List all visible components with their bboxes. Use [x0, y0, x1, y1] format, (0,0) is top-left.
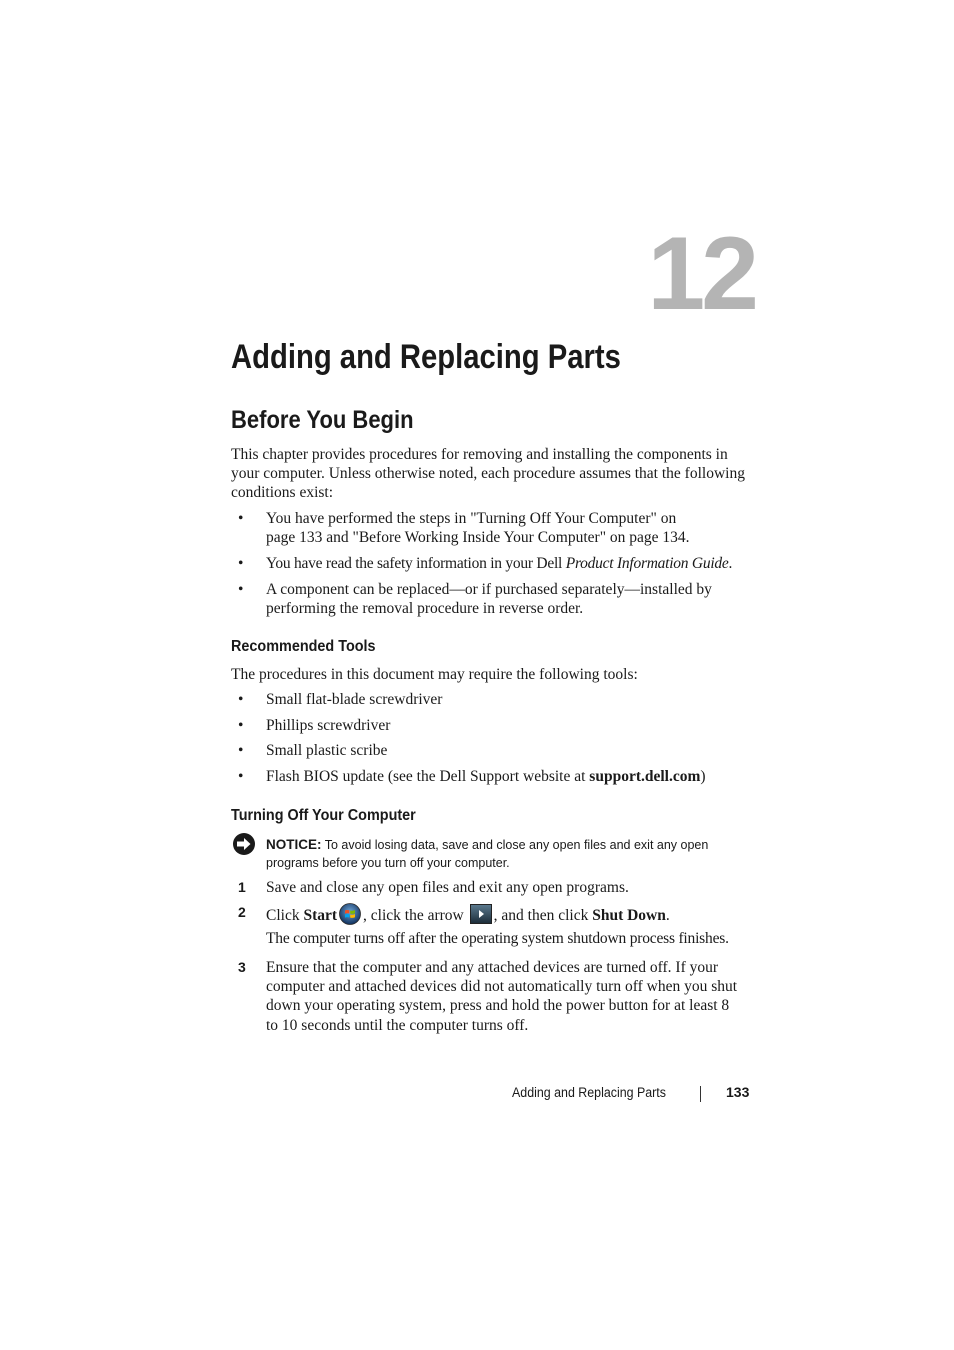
footer-chapter-label: Adding and Replacing Parts: [512, 1085, 666, 1100]
footer-divider: [700, 1086, 701, 1102]
step-number: 1: [238, 879, 246, 895]
list-item: [238, 741, 753, 760]
subsection-title-turnoff: Turning Off Your Computer: [231, 807, 416, 824]
list-item-text: Small flat-blade screwdriver: [266, 691, 443, 708]
section-intro: This chapter provides procedures for removing and installing the components in your computer. Unless otherwise noted, each procedure assumes that the following conditions exist:: [231, 446, 745, 502]
chapter-title: Adding and Replacing Parts: [231, 338, 621, 376]
support-link[interactable]: support.dell.com: [589, 768, 701, 785]
notice-text: To avoid losing data, save and close any open files and exit any open programs before you turn off your computer.: [266, 838, 709, 870]
step-item: [238, 903, 753, 925]
arrow-icon: [470, 904, 492, 924]
bullet: •: [238, 510, 244, 527]
step-number: 2: [238, 904, 246, 920]
step-text: Ensure that the computer and any attached devices are turned off. If your computer and attached devices did not automatically turn off when you shut down your operating system, press and hold the power button for at least 8 to 10 seconds until the computer turns off.: [266, 959, 738, 1034]
list-item-text: You have performed the steps in "Turning Off Your Computer" on page 133 and "Before Working Inside Your Computer" on page 134.: [266, 510, 690, 547]
list-item-text: Flash BIOS update (see the Dell Support website at support.dell.com): [266, 768, 706, 785]
step-item: [238, 878, 753, 897]
list-item-text: Phillips screwdriver: [266, 717, 391, 734]
step-item: [238, 958, 753, 1035]
list-item: [238, 554, 753, 573]
list-item: [238, 716, 753, 735]
notice: [266, 836, 736, 872]
tools-intro: The procedures in this document may require the following tools:: [231, 666, 638, 683]
notice-arrow-icon: [233, 833, 255, 855]
bullet: •: [238, 581, 244, 598]
section-title: Before You Begin: [231, 406, 414, 434]
bullet: •: [238, 691, 244, 708]
step-text: Save and close any open files and exit any open programs.: [266, 879, 629, 896]
step-text: Click Start , click the arrow , and then click Shut Down.: [266, 903, 753, 925]
guide-title: Product Information Guide: [565, 555, 729, 572]
list-item-text: Small plastic scribe: [266, 742, 388, 759]
list-item: [238, 580, 753, 618]
list-item-text: A component can be replaced—or if purchased separately—installed by performing the removal procedure in reverse order.: [266, 581, 712, 618]
list-item: [238, 767, 753, 786]
subsection-title-tools: Recommended Tools: [231, 638, 376, 655]
bullet: •: [238, 768, 244, 785]
list-item: [238, 509, 753, 547]
bullet: •: [238, 555, 244, 572]
notice-label: NOTICE:: [266, 837, 322, 852]
bullet: •: [238, 742, 244, 759]
bullet: •: [238, 717, 244, 734]
step-note: The computer turns off after the operating system shutdown process finishes.: [266, 930, 729, 947]
list-item: [238, 690, 753, 709]
page-number: 133: [726, 1084, 750, 1100]
start-label: Start: [303, 907, 338, 924]
windows-start-icon: [339, 903, 361, 925]
chapter-number: 12: [647, 216, 755, 332]
shut-down-label: Shut Down: [592, 907, 666, 924]
list-item-text: You have read the safety information in your Dell Product Information Guide.: [266, 555, 733, 572]
step-number: 3: [238, 959, 246, 975]
